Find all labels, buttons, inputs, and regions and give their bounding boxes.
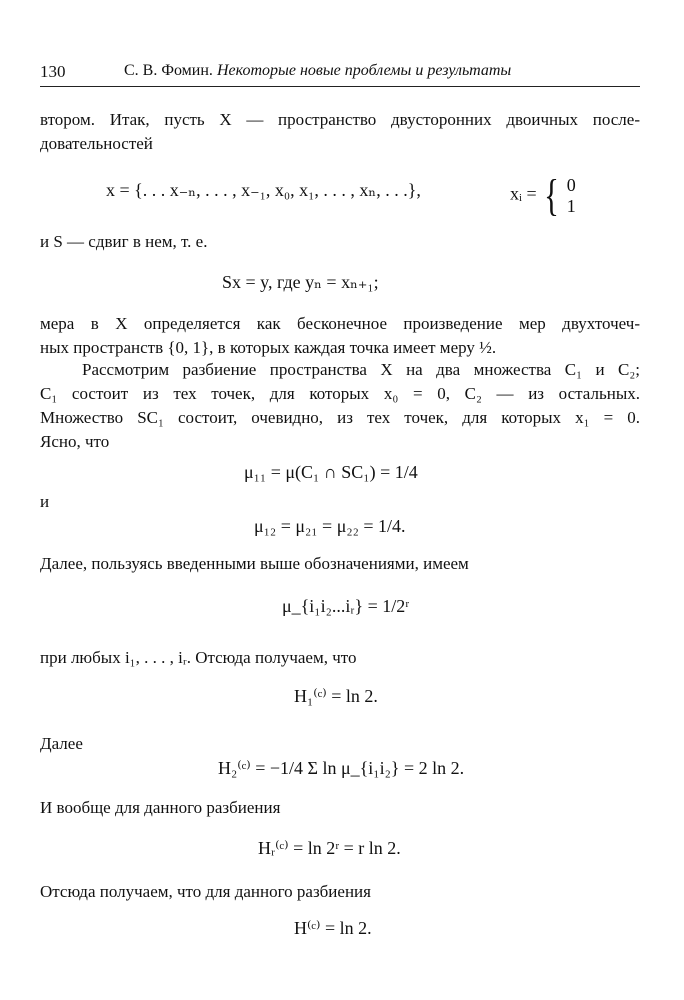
equation-mu-general: μ_{i₁i₂...iᵣ} = 1/2ʳ bbox=[282, 596, 410, 616]
paragraph-line: И вообще для данного разбиения bbox=[40, 798, 281, 817]
equation-xi-values bbox=[510, 170, 576, 221]
equation-h: H⁽ᶜ⁾ = ln 2. bbox=[294, 918, 372, 938]
eq-xi-bottom: 1 bbox=[566, 195, 576, 216]
equation-h2: H₂⁽ᶜ⁾ = −1/4 Σ ln μ_{i₁i₂} = 2 ln 2. bbox=[218, 758, 465, 778]
equation-mu11: μ₁₁ = μ(C₁ ∩ SC₁) = 1/4 bbox=[244, 462, 418, 482]
paragraph-line: Отсюда получаем, что для данного разбиения bbox=[40, 882, 371, 901]
running-head-title: Некоторые новые проблемы и результаты bbox=[216, 62, 512, 79]
equation-mu12: μ₁₂ = μ₂₁ = μ₂₂ = 1/4. bbox=[254, 516, 406, 536]
running-head-author: С. В. Фомин. bbox=[124, 62, 213, 79]
eq-xi-top: 0 bbox=[566, 174, 576, 195]
equation-hr: Hᵣ⁽ᶜ⁾ = ln 2ʳ = r ln 2. bbox=[258, 838, 401, 858]
paragraph-line: Рассмотрим разбиение пространства X на два множества C₁ и C₂; bbox=[82, 360, 640, 379]
paragraph-line: Ясно, что bbox=[40, 432, 110, 451]
equation-shift: Sx = y, где yₙ = xₙ₊₁; bbox=[222, 272, 379, 292]
paragraph-line: довательностей bbox=[40, 134, 153, 153]
paragraph-line: ных пространств {0, 1}, в которых каждая точка имеет меру ½. bbox=[40, 338, 497, 357]
paragraph-line: Далее bbox=[40, 734, 83, 753]
paragraph-line: C₁ состоит из тех точек, для которых x₀ = 0, C₂ — из остальных. bbox=[40, 384, 640, 403]
brace: { bbox=[544, 171, 560, 220]
equation-sequence: x = {. . . x₋ₙ, . . . , x₋₁, x₀, x₁, . . . , xₙ, . . .}, bbox=[106, 180, 421, 200]
paragraph-line: Далее, пользуясь введенными выше обозначениями, имеем bbox=[40, 554, 469, 573]
running-head bbox=[124, 62, 511, 80]
paragraph-line: и S — сдвиг в нем, т. е. bbox=[40, 232, 208, 251]
header-rule bbox=[40, 86, 640, 87]
paragraph-line: и bbox=[40, 492, 50, 511]
paragraph-line: при любых i₁, . . . , iᵣ. Отсюда получаем, что bbox=[40, 648, 357, 667]
equation-h1: H₁⁽ᶜ⁾ = ln 2. bbox=[294, 686, 378, 706]
page-number: 130 bbox=[40, 62, 66, 81]
eq-xi-lhs: xᵢ = bbox=[510, 183, 537, 204]
paragraph-line: мера в X определяется как бесконечное произведение мер двухточеч- bbox=[40, 314, 640, 333]
paragraph-line: Множество SC₁ состоит, очевидно, из тех точек, для которых x₁ = 0. bbox=[40, 408, 640, 427]
paragraph-line: втором. Итак, пусть X — пространство двусторонних двоичных после- bbox=[40, 110, 640, 129]
